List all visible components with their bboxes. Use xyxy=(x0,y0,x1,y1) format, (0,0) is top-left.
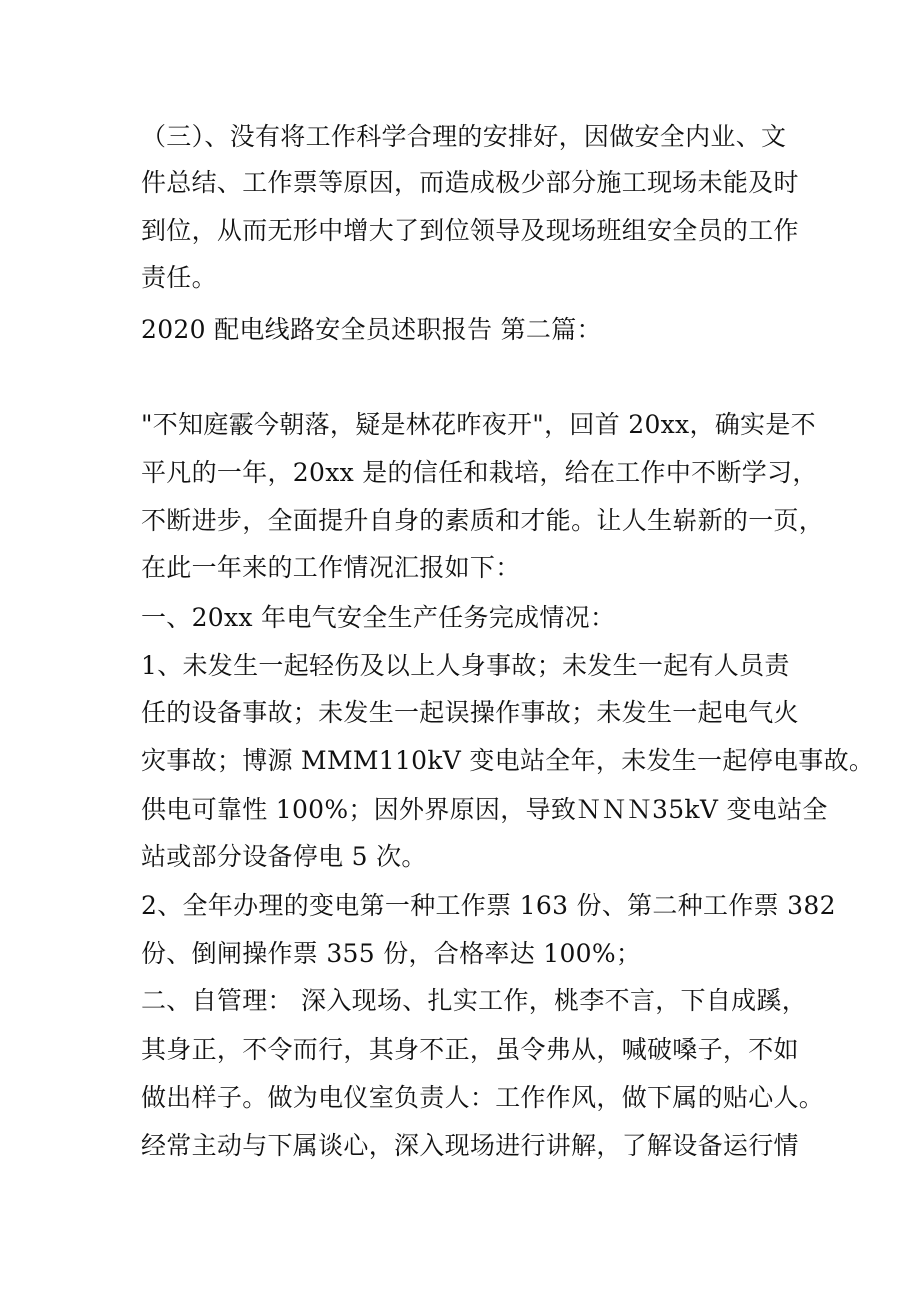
paragraph-line: "不知庭霰今朝落，疑是林花昨夜开"，回首 20xx，确实是不 xyxy=(141,410,816,439)
paragraph-line: 1、未发生一起轻伤及以上人身事故；未发生一起有人员责 xyxy=(141,651,790,680)
paragraph-line: （三）、没有将工作科学合理的安排好，因做安全内业、文 xyxy=(141,122,787,151)
paragraph-line: 做出样子。做为电仪室负责人：工作作风，做下属的贴心人。 xyxy=(141,1083,825,1112)
paragraph-line: 其身正，不令而行，其身不正，虽令弗从，喊破嗓子，不如 xyxy=(141,1035,799,1064)
paragraph-line: 经常主动与下属谈心，深入现场进行讲解，了解设备运行情 xyxy=(141,1131,799,1160)
paragraph-line: 2、全年办理的变电第一种工作票 163 份、第二种工作票 382 xyxy=(141,891,836,920)
paragraph-line: 到位，从而无形中增大了到位领导及现场班组安全员的工作 xyxy=(141,216,799,245)
paragraph-line: 责任。 xyxy=(141,263,217,292)
paragraph-line: 供电可靠性 100%；因外界原因，导致ＮＮＮ35kV 变电站全 xyxy=(141,795,828,824)
paragraph-line: 站或部分设备停电 5 次。 xyxy=(141,842,427,871)
paragraph-line: 灾事故；博源 MMM110kV 变电站全年，未发生一起停电事故。 xyxy=(141,746,875,775)
paragraph-line: 不断进步，全面提升自身的素质和才能。让人生崭新的一页， xyxy=(141,506,825,535)
paragraph-line: 在此一年来的工作情况汇报如下： xyxy=(141,553,521,582)
paragraph-line: 份、倒闸操作票 355 份，合格率达 100%； xyxy=(141,939,642,968)
paragraph-line: 件总结、工作票等原因，而造成极少部分施工现场未能及时 xyxy=(141,168,799,197)
paragraph-line: 平凡的一年，20xx 是的信任和栽培，给在工作中不断学习， xyxy=(141,458,818,487)
paragraph-line: 任的设备事故；未发生一起误操作事故；未发生一起电气火 xyxy=(141,698,799,727)
list-heading: 一、20xx 年电气安全生产任务完成情况： xyxy=(141,603,616,632)
list-heading: 二、自管理： 深入现场、扎实工作，桃李不言，下自成蹊， xyxy=(141,986,808,1015)
section-heading: 2020 配电线路安全员述职报告 第二篇： xyxy=(141,315,602,344)
